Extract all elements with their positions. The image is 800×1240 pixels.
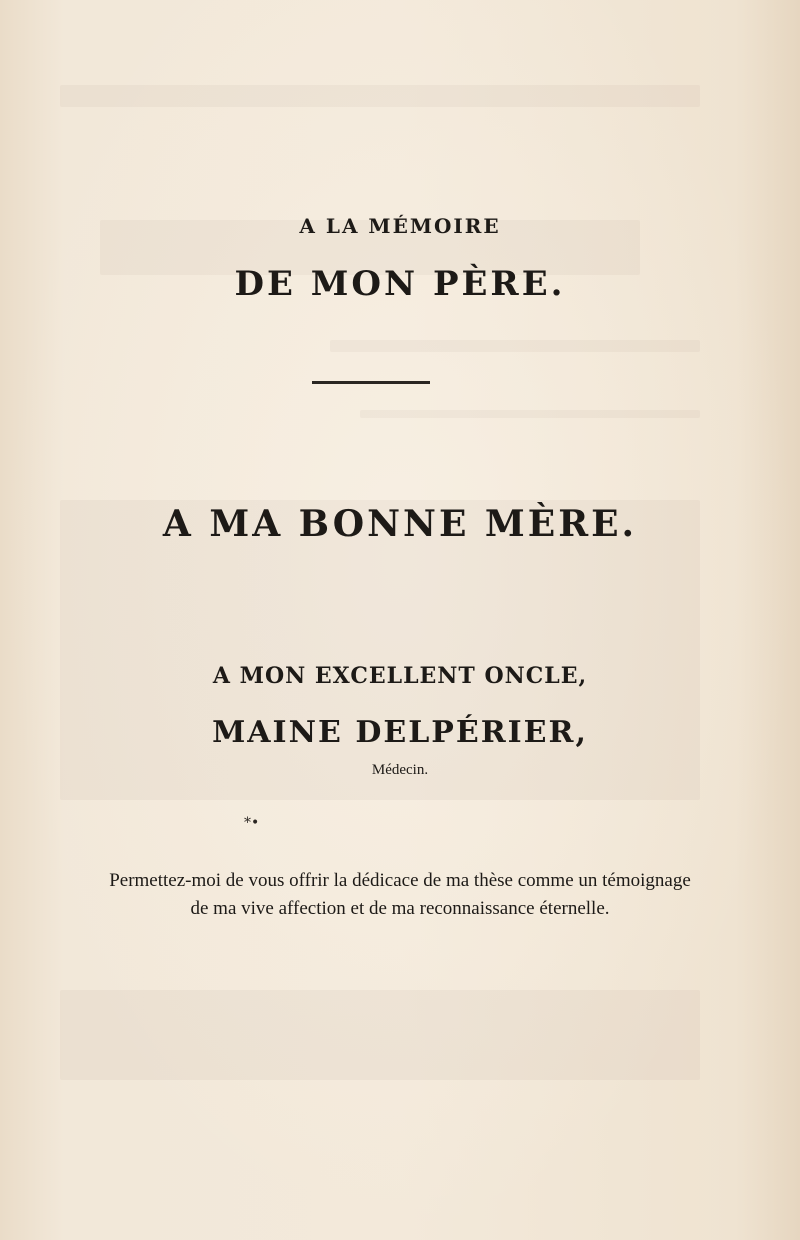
bleed-mark — [60, 85, 700, 107]
bleed-mark — [60, 500, 700, 800]
uncle-intro: A MON EXCELLENT ONCLE, — [212, 663, 588, 689]
memorial-line-1: A LA MÉMOIRE — [299, 214, 501, 238]
closing-line-1: Permettez-moi de vous offrir la dédicace de ma thèse comme un témoignage — [109, 870, 691, 891]
uncle-name: MAINE DELPÉRIER, — [212, 715, 588, 750]
closing-line-2: de ma vive affection et de ma reconnaissance éternelle. — [190, 898, 610, 919]
uncle-title: Médecin. — [371, 762, 429, 778]
bleed-mark — [360, 410, 700, 418]
ornament-mark: *• — [244, 815, 260, 831]
divider-rule — [312, 381, 430, 384]
bleed-mark — [60, 990, 700, 1080]
memorial-line-2: DE MON PÈRE. — [234, 264, 566, 304]
bleed-mark — [330, 340, 700, 352]
mother-dedication: A MA BONNE MÈRE. — [162, 503, 638, 545]
